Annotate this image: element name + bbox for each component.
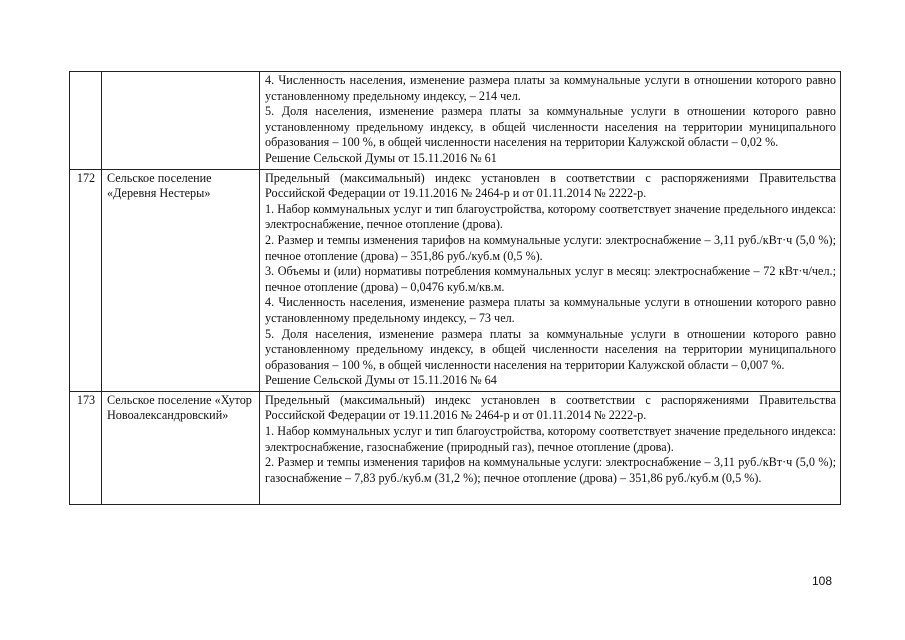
row-number (70, 72, 102, 170)
settlement-name: Сельское поселение «Деревня Нестеры» (102, 169, 260, 391)
content-line: 1. Набор коммунальных услуг и тип благоустройства, которому соответствует значение предельного индекса: электроснабжение, газоснабжение (природный газ), печное отопление (дрова). (265, 424, 836, 454)
row-content (260, 169, 841, 391)
content-line: 2. Размер и темпы изменения тарифов на коммунальные услуги: электроснабжение – 3,11 руб./кВт·ч (5,0 %); газоснабжение – 7,83 руб./куб.м (31,2 %); печное отопление (дрова) – 351,86 руб./куб.м (0,5 %). (265, 455, 836, 485)
content-line: 1. Набор коммунальных услуг и тип благоустройства, которому соответствует значение предельного индекса: электроснабжение, печное отопление (дрова). (265, 201, 836, 232)
settlement-name: Сельское поселение «Хутор Новоалександровский» (102, 391, 260, 505)
tariff-index-table (69, 71, 841, 505)
table-row (70, 391, 841, 505)
content-line: Предельный (максимальный) индекс установлен в соответствии с распоряжениями Правительства Российской Федерации от 19.11.2016 № 2464-р и от 01.11.2014 № 2222-р. (265, 392, 836, 423)
content-line: 4. Численность населения, изменение размера платы за коммунальные услуги в отношении которого равно установленному предельному индексу, – 214 чел. (265, 73, 836, 103)
row-number: 172 (70, 169, 102, 391)
row-content (260, 391, 841, 505)
table-row (70, 169, 841, 391)
content-line: 5. Доля населения, изменение размера платы за коммунальные услуги в отношении которого равно установленному предельному индексу, в общей численности населения на территории муниципального образования – 100 %, в общей численности населения на территории Калужской области – 0,02 %. (265, 104, 836, 150)
page-number: 108 (812, 574, 833, 588)
settlement-name (102, 72, 260, 170)
content-line: 3. Объемы и (или) нормативы потребления коммунальных услуг в месяц: электроснабжение – 72 кВт·ч/чел.; печное отопление (дрова) – 0,0476 куб.м/кв.м. (265, 264, 836, 294)
content-line: Предельный (максимальный) индекс установлен в соответствии с распоряжениями Правительства Российской Федерации от 19.11.2016 № 2464-р и от 01.11.2014 № 2222-р. (265, 170, 836, 201)
blank-space (265, 486, 836, 502)
row-content (260, 72, 841, 170)
content-line: 2. Размер и темпы изменения тарифов на коммунальные услуги: электроснабжение – 3,11 руб./кВт·ч (5,0 %); печное отопление (дрова) – 351,86 руб./куб.м (0,5 %). (265, 232, 836, 263)
row-number: 173 (70, 391, 102, 505)
content-line: 5. Доля населения, изменение размера платы за коммунальные услуги в отношении которого равно установленному предельному индексу, в общей численности населения на территории муниципального образования – 100 %, в общей численности населения на территории Калужской области – 0,007 %. (265, 326, 836, 372)
decision-line: Решение Сельской Думы от 15.11.2016 № 61 (265, 150, 497, 165)
table-row (70, 72, 841, 170)
content-line: 4. Численность населения, изменение размера платы за коммунальные услуги в отношении которого равно установленному предельному индексу, – 73 чел. (265, 295, 836, 325)
decision-line: Решение Сельской Думы от 15.11.2016 № 64 (265, 373, 497, 388)
